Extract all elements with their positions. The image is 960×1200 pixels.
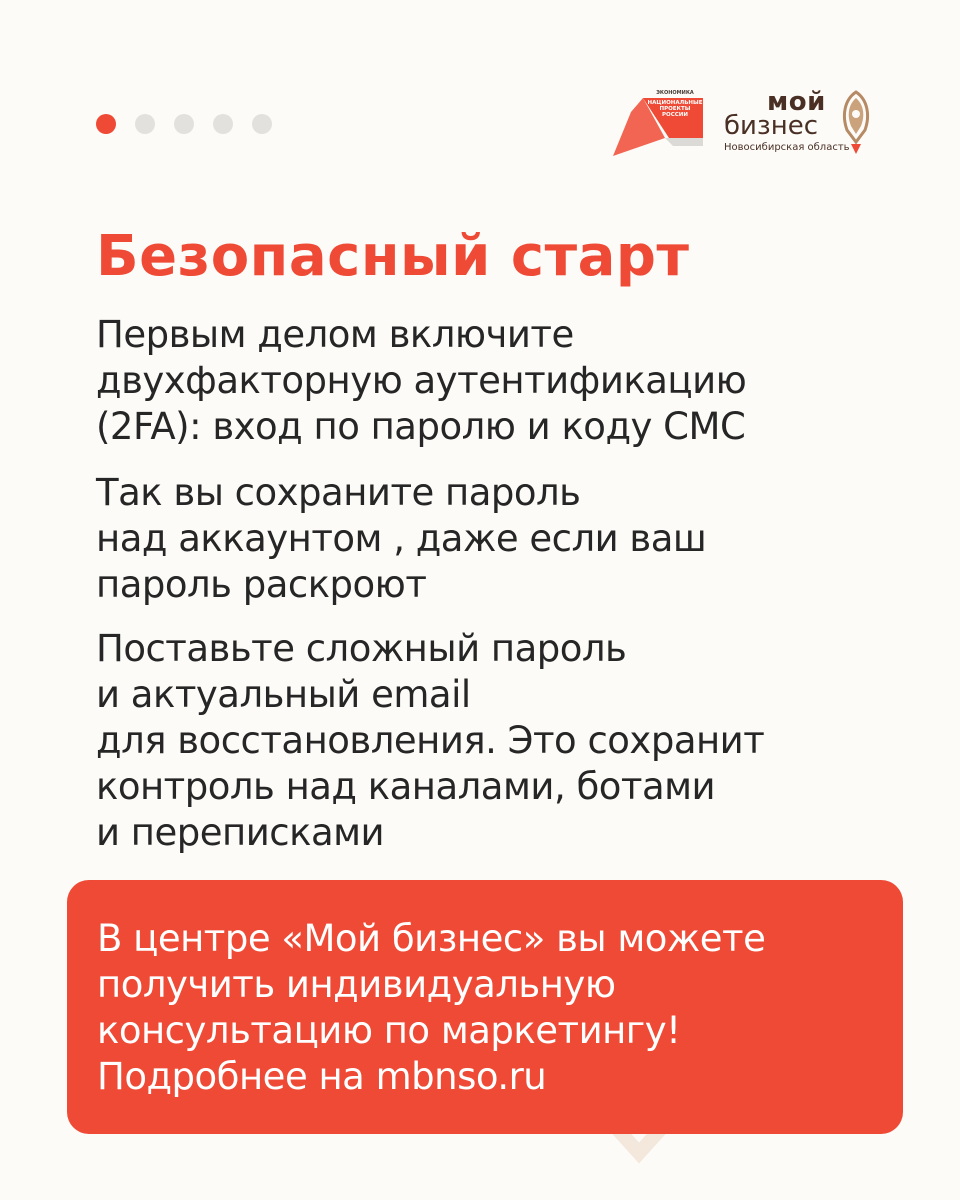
np-label-line2: НАЦИОНАЛЬНЫЕ (647, 100, 703, 106)
np-label-line4: РОССИИ (662, 112, 688, 118)
page-title: Безопасный старт (96, 224, 690, 289)
paragraph-password-email (96, 626, 764, 856)
carousel-dot-1[interactable] (96, 114, 116, 134)
cta-line: получить индивидуальную (97, 963, 616, 1006)
paragraph-line: для восстановления. Это сохранит (96, 719, 765, 762)
paragraph-protection (96, 470, 706, 608)
paragraph-line: Первым делом включите (96, 313, 574, 356)
paragraph-line: над аккаунтом , даже если ваш (96, 517, 707, 560)
paragraph-line: и актуальный email (96, 673, 471, 716)
carousel-indicator (96, 114, 272, 134)
rocket-pin-icon (839, 90, 873, 156)
paragraph-line: Так вы сохраните пароль (96, 471, 581, 514)
cta-text (97, 916, 765, 1100)
paragraph-line: двухфакторную аутентификацию (96, 359, 747, 402)
cta-line: В центре «Мой бизнес» вы можете (97, 917, 766, 960)
paragraph-line: (2FA): вход по паролю и коду СМС (96, 405, 746, 448)
np-label-line3: ПРОЕКТЫ (659, 106, 691, 112)
carousel-dot-5[interactable] (252, 114, 272, 134)
cta-line-link: Подробнее на mbnso.ru (97, 1055, 547, 1098)
logo-region: Новосибирская область (724, 142, 850, 153)
moy-biznes-logo (722, 88, 882, 160)
cta-banner (67, 880, 903, 1134)
carousel-dot-4[interactable] (213, 114, 233, 134)
logo-word-moy: мой (767, 87, 826, 117)
carousel-dot-3[interactable] (174, 114, 194, 134)
paragraph-line: и переписками (96, 811, 385, 854)
logo-word-biznes: бизнес (724, 111, 819, 141)
paragraph-line: Поставьте сложный пароль (96, 627, 627, 670)
paragraph-2fa (96, 312, 746, 450)
paragraph-line: контроль над каналами, ботами (96, 765, 716, 808)
carousel-dot-2[interactable] (135, 114, 155, 134)
paragraph-line: пароль раскроют (96, 563, 427, 606)
cta-line: консультацию по маркетингу! (97, 1009, 681, 1052)
national-projects-logo (613, 86, 705, 158)
np-label-economy: ЭКОНОМИКА (656, 90, 694, 96)
